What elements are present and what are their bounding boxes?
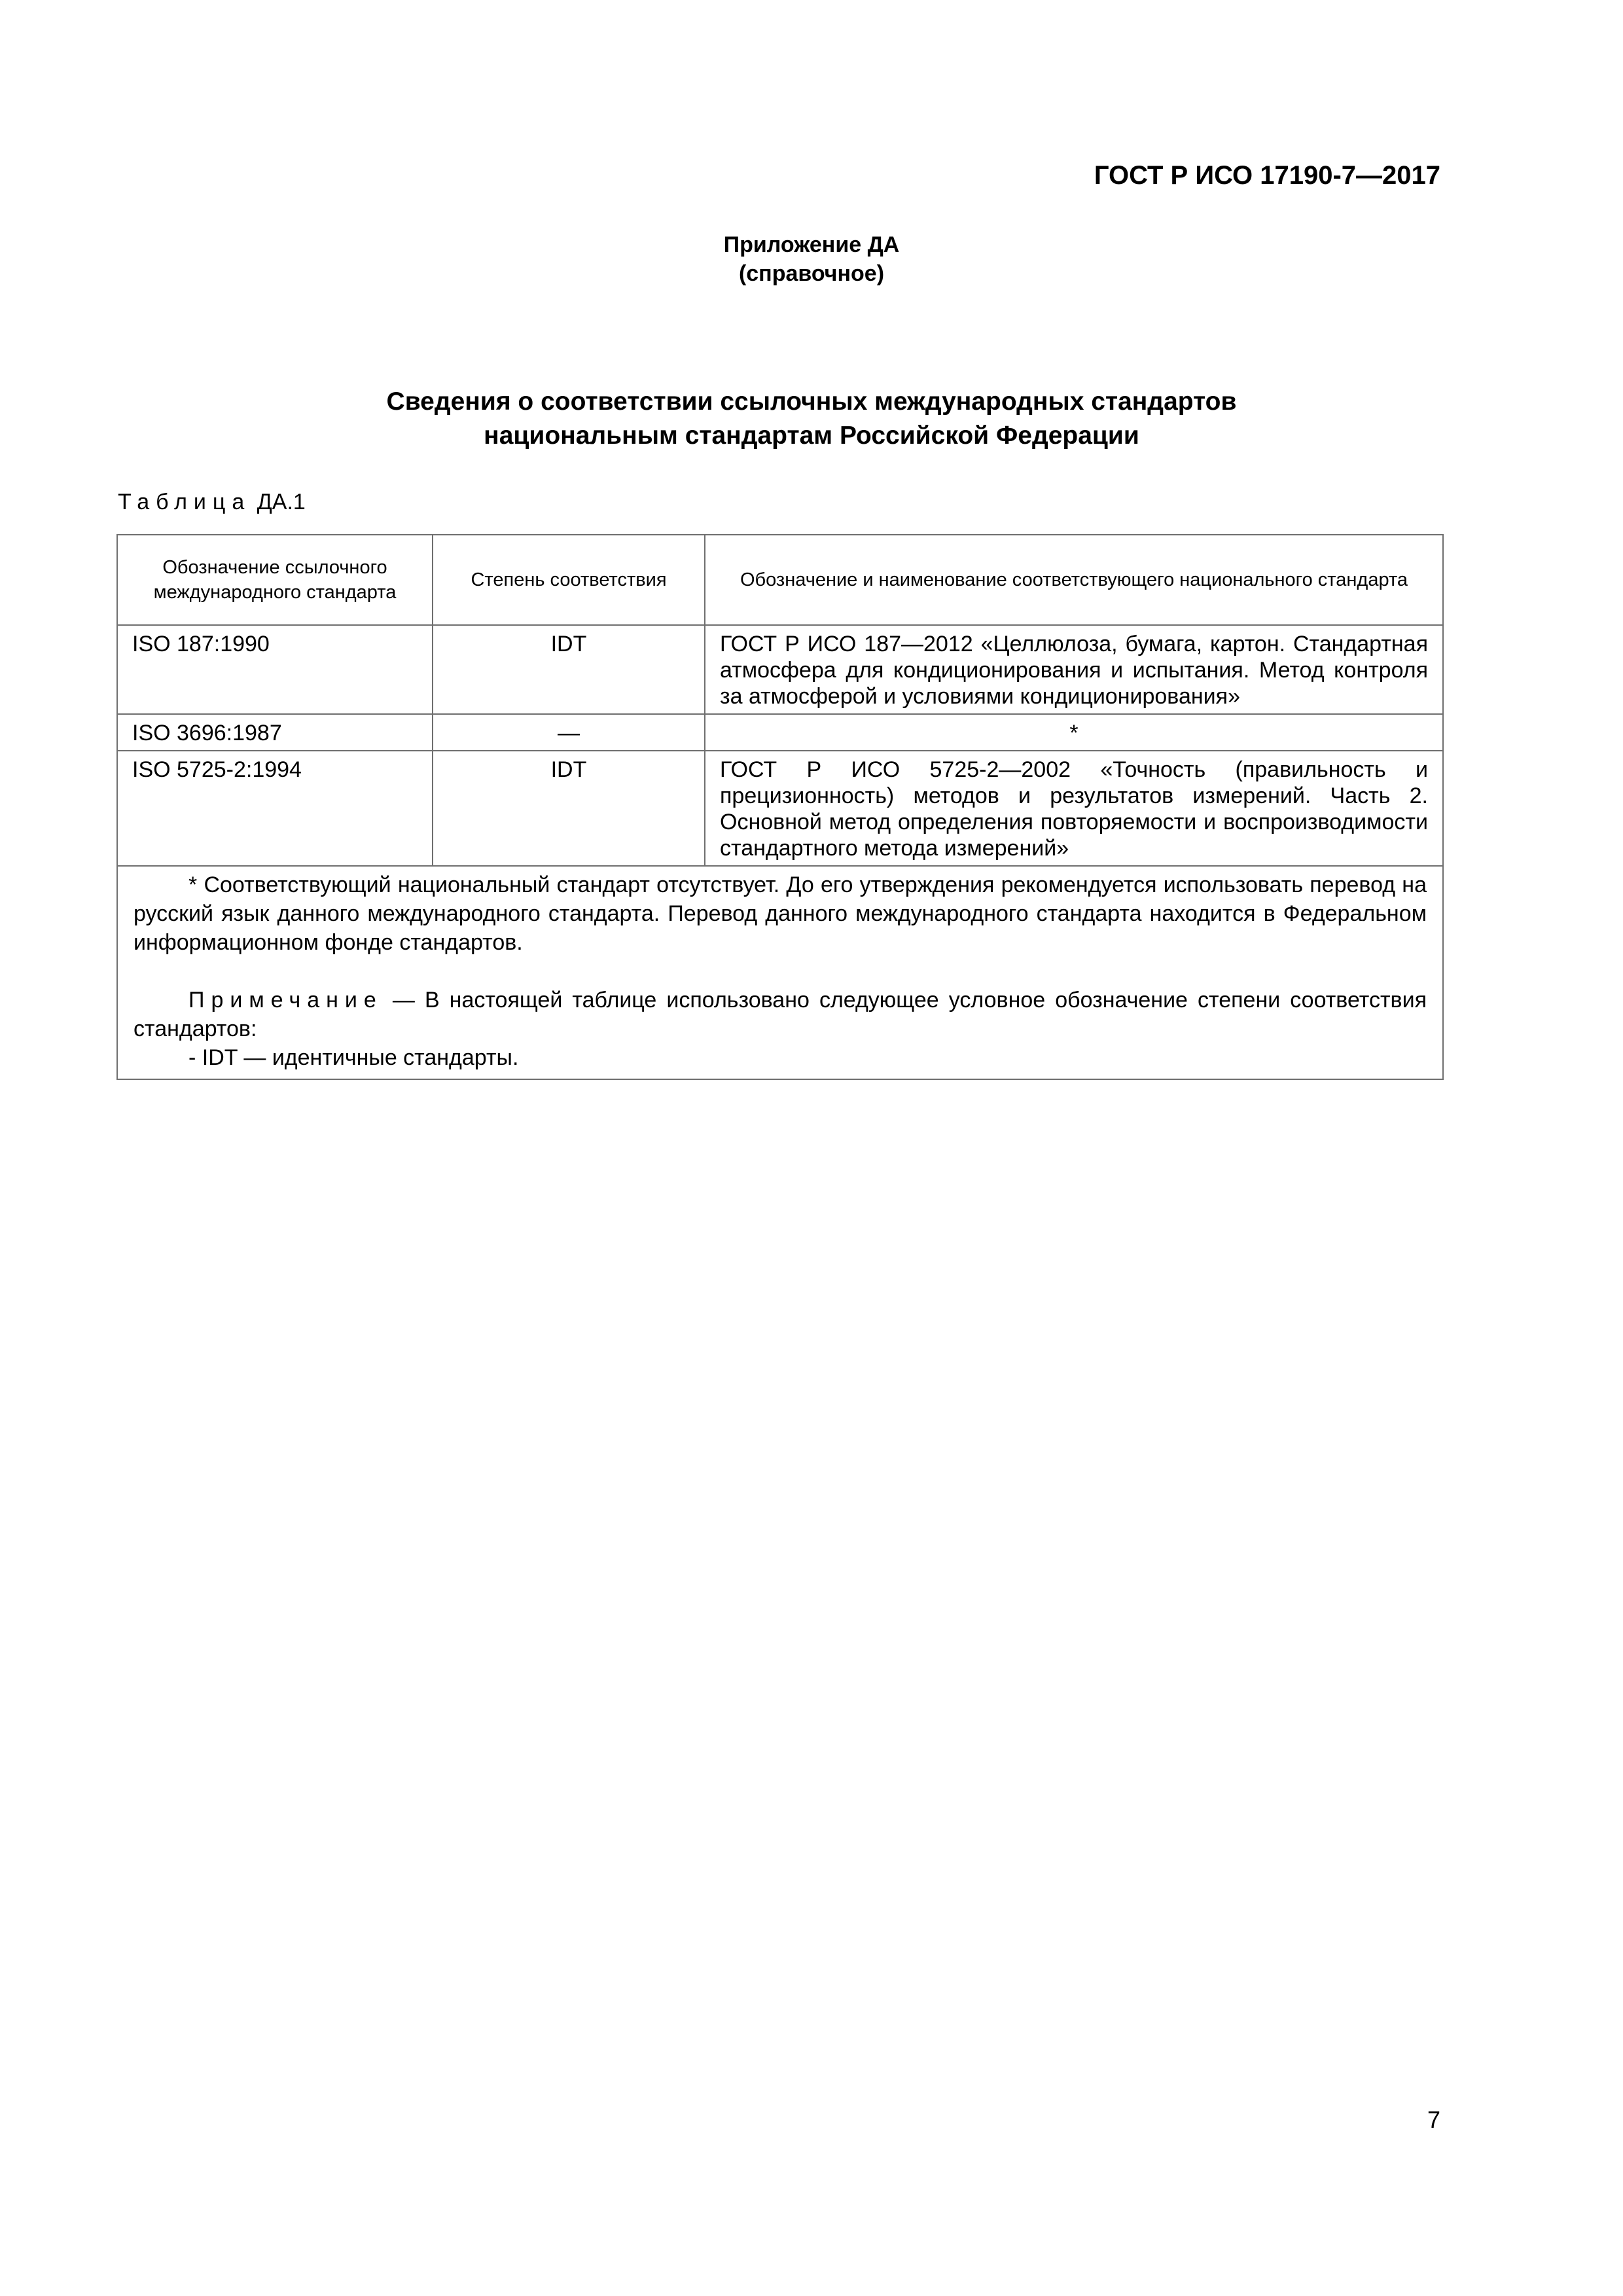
header-degree: Степень соответствия <box>433 535 705 625</box>
section-title <box>0 385 1623 453</box>
national-standard-cell: * <box>705 714 1443 751</box>
document-code: ГОСТ Р ИСО 17190-7—2017 <box>1094 161 1440 190</box>
national-standard-cell: ГОСТ Р ИСО 5725-2—2002 «Точность (правильность и прецизионность) методов и результатов измерений. Часть 2. Основной метод определения повторяемости и воспроизводимости стандартного метода измерений» <box>705 751 1443 866</box>
appendix-heading <box>0 230 1623 288</box>
intl-standard-cell: ISO 5725-2:1994 <box>117 751 433 866</box>
section-title-line-2: национальным стандартам Российской Федерации <box>484 422 1139 450</box>
header-intl-standard: Обозначение ссылочного международного стандарта <box>117 535 433 625</box>
national-standard-cell: ГОСТ Р ИСО 187—2012 «Целлюлоза, бумага, картон. Стандартная атмосфера для кондиционирования и испытания. Метод контроля за атмосферой и условиями кондиционирования» <box>705 625 1443 714</box>
table-row <box>117 625 1443 714</box>
table-notes-row <box>117 866 1443 1079</box>
table-caption-number: ДА.1 <box>257 490 306 514</box>
degree-cell: IDT <box>433 751 705 866</box>
table-header-row <box>117 535 1443 625</box>
table-footnote: * Соответствующий национальный стандарт отсутствует. До его утверждения рекомендуется использовать перевод на русский язык данного международного стандарта. Перевод данного международного стандарта находится в Федеральном информационном фонде стандартов. <box>134 872 1427 955</box>
degree-cell: IDT <box>433 625 705 714</box>
table-row <box>117 751 1443 866</box>
header-national-standard: Обозначение и наименование соответствующего национального стандарта <box>705 535 1443 625</box>
table-caption-prefix: Таблица <box>118 490 251 514</box>
appendix-type: (справочное) <box>738 261 885 286</box>
note-list-item: - IDT — идентичные стандарты. <box>188 1045 519 1070</box>
table-note <box>134 986 1427 1043</box>
note-label: Примечание <box>188 988 383 1013</box>
table-notes-cell <box>117 866 1443 1079</box>
intl-standard-cell: ISO 187:1990 <box>117 625 433 714</box>
degree-cell: — <box>433 714 705 751</box>
table-caption <box>118 490 306 515</box>
section-title-line-1: Сведения о соответствии ссылочных международных стандартов <box>386 387 1237 416</box>
appendix-label: Приложение ДА <box>723 232 900 257</box>
note-text: — В настоящей таблице использовано следующее условное обозначение степени соответствия стандартов: <box>134 988 1427 1041</box>
correspondence-table <box>116 534 1444 1080</box>
table-row <box>117 714 1443 751</box>
page-number: 7 <box>1427 2106 1440 2133</box>
intl-standard-cell: ISO 3696:1987 <box>117 714 433 751</box>
